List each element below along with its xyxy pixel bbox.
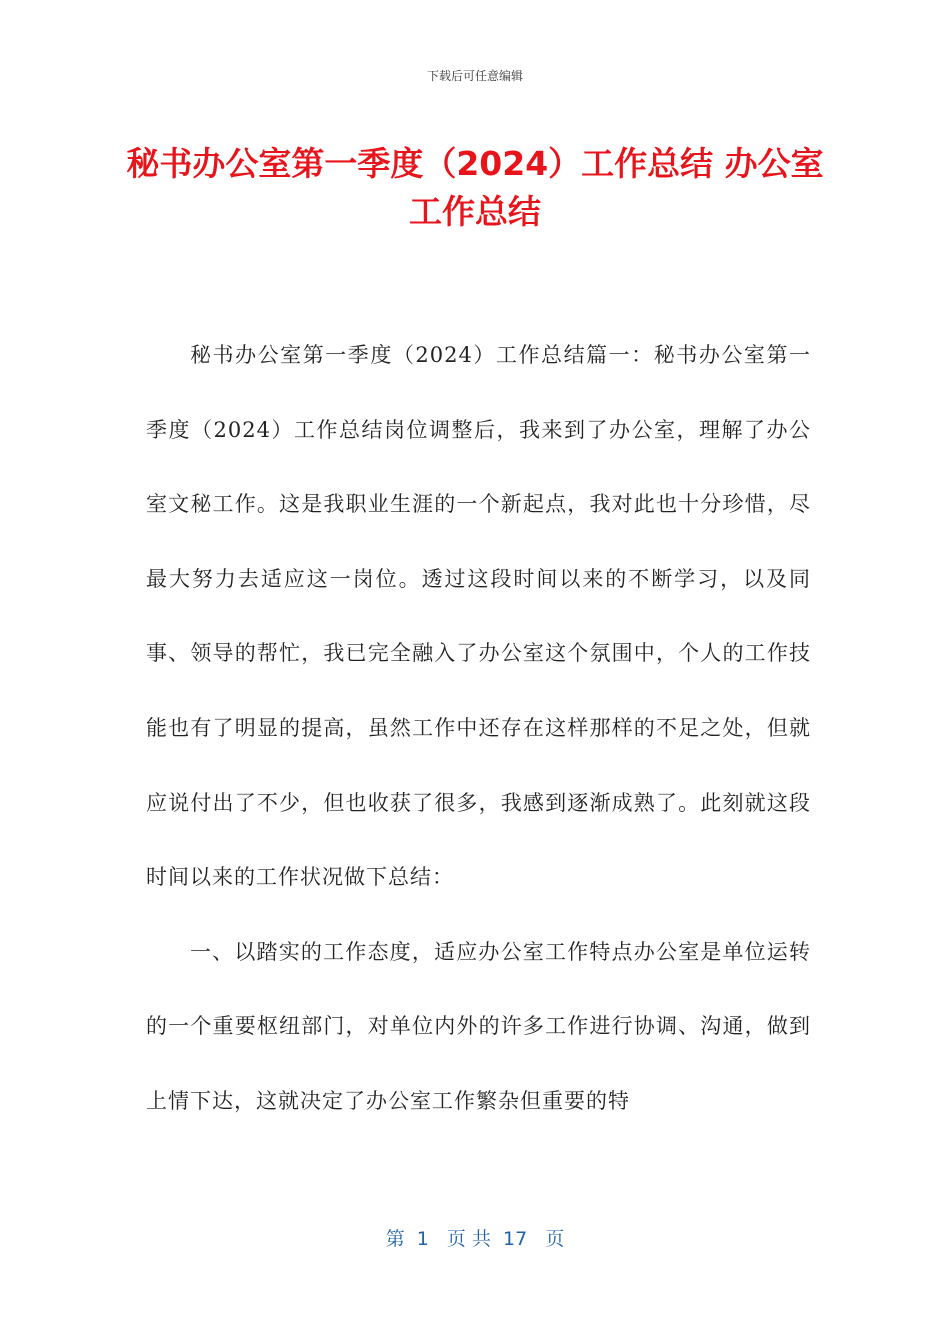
document-body	[146, 318, 811, 1139]
body-paragraph-2: 一、以踏实的工作态度，适应办公室工作特点办公室是单位运转的一个重要枢纽部门，对单位内外的许多工作进行协调、沟通，做到上情下达，这就决定了办公室工作繁杂但重要的特	[146, 939, 811, 1113]
page-number-footer: 第 1 页 共 17 页	[385, 1228, 565, 1250]
body-paragraph-1: 秘书办公室第一季度（2024）工作总结篇一：秘书办公室第一季度（2024）工作总结岗位调整后，我来到了办公室，理解了办公室文秘工作。这是我职业生涯的一个新起点，我对此也十分珍惜，尽最大努力去适应这一岗位。透过这段时间以来的不断学习，以及同事、领导的帮忙，我已完全融入了办公室这个氛围中，个人的工作技能也有了明显的提高，虽然工作中还存在这样那样的不足之处，但就应说付出了不少，但也收获了很多，我感到逐渐成熟了。此刻就这段时间以来的工作状况做下总结：	[146, 343, 811, 890]
document-title: 秘书办公室第一季度（2024）工作总结 办公室工作总结	[126, 144, 824, 231]
header-note: 下载后可任意编辑	[426, 69, 523, 83]
